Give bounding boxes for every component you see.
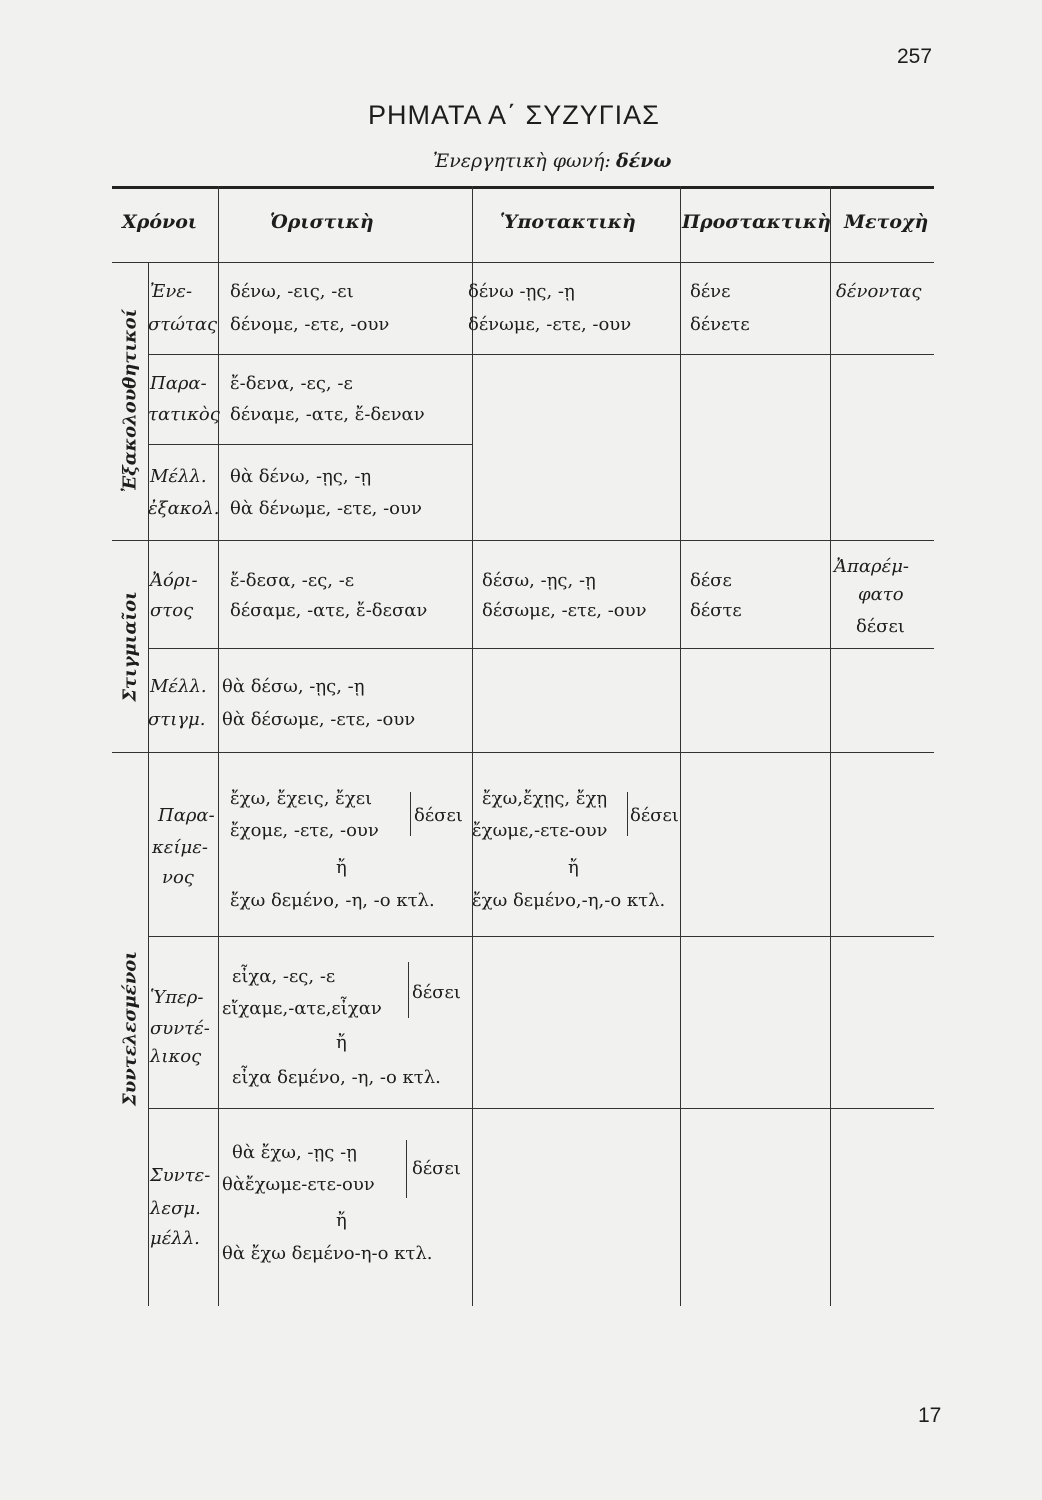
tense-mell-exak-1: Μέλλ. (150, 466, 207, 487)
header-ypotaktiki: Ὑποτακτικὴ (500, 211, 636, 233)
parakeimenos-oristiki-alt: ἔχω δεμένο, -η, -ο κτλ. (230, 890, 435, 911)
mell-exak-oristiki-1: θὰ δένω, -ῃς, -ῃ (230, 466, 372, 487)
mell-stigm-oristiki-2: θὰ δέσωμε, -ετε, -ουν (222, 709, 416, 730)
syntel-mell-oristiki-1: θὰ ἔχω, -ῃς -ῃ (232, 1142, 357, 1163)
header-chronoi: Χρόνοι (122, 211, 198, 233)
mell-exak-oristiki-2: θὰ δένωμε, -ετε, -ουν (230, 498, 422, 519)
subtitle-verb: δένω (615, 150, 672, 172)
parakeimenos-ypotaktiki-desei: δέσει (630, 805, 679, 826)
tense-ypersyntelikos-3: λικος (150, 1046, 202, 1067)
tense-paratatikos-1: Παρα- (150, 373, 207, 394)
aparemfato-3: δέσει (856, 616, 905, 637)
aparemfato-2: φατο (858, 584, 904, 605)
aoristos-ypotaktiki-1: δέσω, -ῃς, -ῃ (482, 570, 596, 591)
parakeimenos-ypotaktiki-1: ἔχω,ἔχῃς, ἔχῃ (482, 788, 608, 809)
tense-aoristos-1: Ἀόρι- (150, 570, 198, 591)
syntel-mell-oristiki-2: θὰἔχωμε-ετε-ουν (222, 1174, 375, 1195)
aoristos-ypotaktiki-2: δέσωμε, -ετε, -ουν (482, 600, 647, 621)
mell-stigm-oristiki-1: θὰ δέσω, -ῃς, -ῃ (222, 676, 365, 697)
group-syntelesmenoi: Συντελεσμένοι (119, 951, 141, 1106)
ypersyntelikos-oristiki-1: εἶχα, -ες, -ε (232, 966, 336, 987)
parakeimenos-oristiki-desei: δέσει (414, 805, 463, 826)
enestotas-oristiki-2: δένομε, -ετε, -ουν (230, 314, 390, 335)
aoristos-prostaktiki-2: δέστε (690, 600, 742, 621)
syntel-mell-oristiki-desei: δέσει (412, 1158, 461, 1179)
tense-syntel-mell-2: λεσμ. (150, 1198, 201, 1219)
tense-mell-exak-2: ἐξακολ. (148, 498, 220, 519)
parakeimenos-oristiki-1: ἔχω, ἔχεις, ἔχει (230, 788, 373, 809)
tense-enestotas-2: στώτας (148, 314, 218, 335)
tense-syntel-mell-3: μέλλ. (150, 1228, 200, 1249)
syntel-mell-oristiki-alt: θὰ ἔχω δεμένο-η-ο κτλ. (222, 1243, 433, 1264)
enestotas-ypotaktiki-1: δένω -ῃς, -ῃ (468, 281, 575, 302)
tense-parakeimenos-3: νος (162, 867, 194, 888)
parakeimenos-oristiki-or: ἤ (336, 857, 347, 878)
aoristos-oristiki-1: ἔ-δεσα, -ες, -ε (230, 570, 355, 591)
subtitle (433, 150, 671, 172)
header-metochi: Μετοχὴ (844, 211, 929, 233)
parakeimenos-ypotaktiki-alt: ἔχω δεμένο,-η,-ο κτλ. (472, 890, 666, 911)
tense-ypersyntelikos-2: συντέ- (150, 1018, 210, 1039)
page-number-bottom: 17 (918, 1404, 942, 1427)
aoristos-prostaktiki-1: δέσε (690, 570, 732, 591)
ypersyntelikos-oristiki-or: ἤ (336, 1032, 347, 1053)
parakeimenos-ypotaktiki-2: ἔχωμε,-ετε-ουν (472, 820, 608, 841)
header-oristiki: Ὁριστικὴ (270, 211, 374, 233)
ypersyntelikos-oristiki-2: εἴχαμε,-ατε,εἶχαν (222, 998, 382, 1019)
enestotas-prostaktiki-1: δένε (690, 281, 731, 302)
parakeimenos-ypotaktiki-or: ἤ (568, 857, 579, 878)
paratatikos-oristiki-1: ἔ-δενα, -ες, -ε (230, 373, 353, 394)
syntel-mell-oristiki-or: ἤ (336, 1210, 347, 1231)
page-title: ΡΗΜΑΤΑ Α΄ ΣΥΖΥΓΙΑΣ (368, 100, 660, 130)
paratatikos-oristiki-2: δέναμε, -ατε, ἔ-δεναν (230, 404, 425, 425)
aoristos-oristiki-2: δέσαμε, -ατε, ἔ-δεσαν (230, 600, 428, 621)
group-stigmiaioi: Στιγμιαῖοι (119, 591, 141, 702)
tense-aoristos-2: στος (150, 600, 194, 621)
subtitle-label: Ἐνεργητικὴ φωνή: (433, 150, 611, 172)
tense-mell-stigm-1: Μέλλ. (150, 676, 207, 697)
tense-mell-stigm-2: στιγμ. (148, 709, 206, 730)
header-prostaktiki: Προστακτικὴ (682, 211, 831, 233)
tense-parakeimenos-2: κείμε- (152, 837, 208, 858)
enestotas-ypotaktiki-2: δένωμε, -ετε, -ουν (468, 314, 632, 335)
enestotas-metochi: δένοντας (836, 281, 922, 302)
group-exakolouthitikoi: Ἐξακολουθητικοί (119, 308, 141, 493)
ypersyntelikos-oristiki-desei: δέσει (412, 982, 461, 1003)
tense-syntel-mell-1: Συντε- (150, 1165, 211, 1186)
tense-ypersyntelikos-1: Ὑπερ- (150, 987, 204, 1008)
page-number-top: 257 (897, 45, 933, 68)
parakeimenos-oristiki-2: ἔχομε, -ετε, -ουν (230, 820, 379, 841)
enestotas-prostaktiki-2: δένετε (690, 314, 750, 335)
aparemfato-1: Ἀπαρέμ- (834, 556, 910, 577)
tense-paratatikos-2: τατικὸς (148, 404, 220, 425)
tense-enestotas-1: Ἐνε- (150, 281, 193, 302)
enestotas-oristiki-1: δένω, -εις, -ει (230, 281, 354, 302)
ypersyntelikos-oristiki-alt: εἶχα δεμένο, -η, -ο κτλ. (232, 1067, 441, 1088)
tense-parakeimenos-1: Παρα- (158, 805, 215, 826)
